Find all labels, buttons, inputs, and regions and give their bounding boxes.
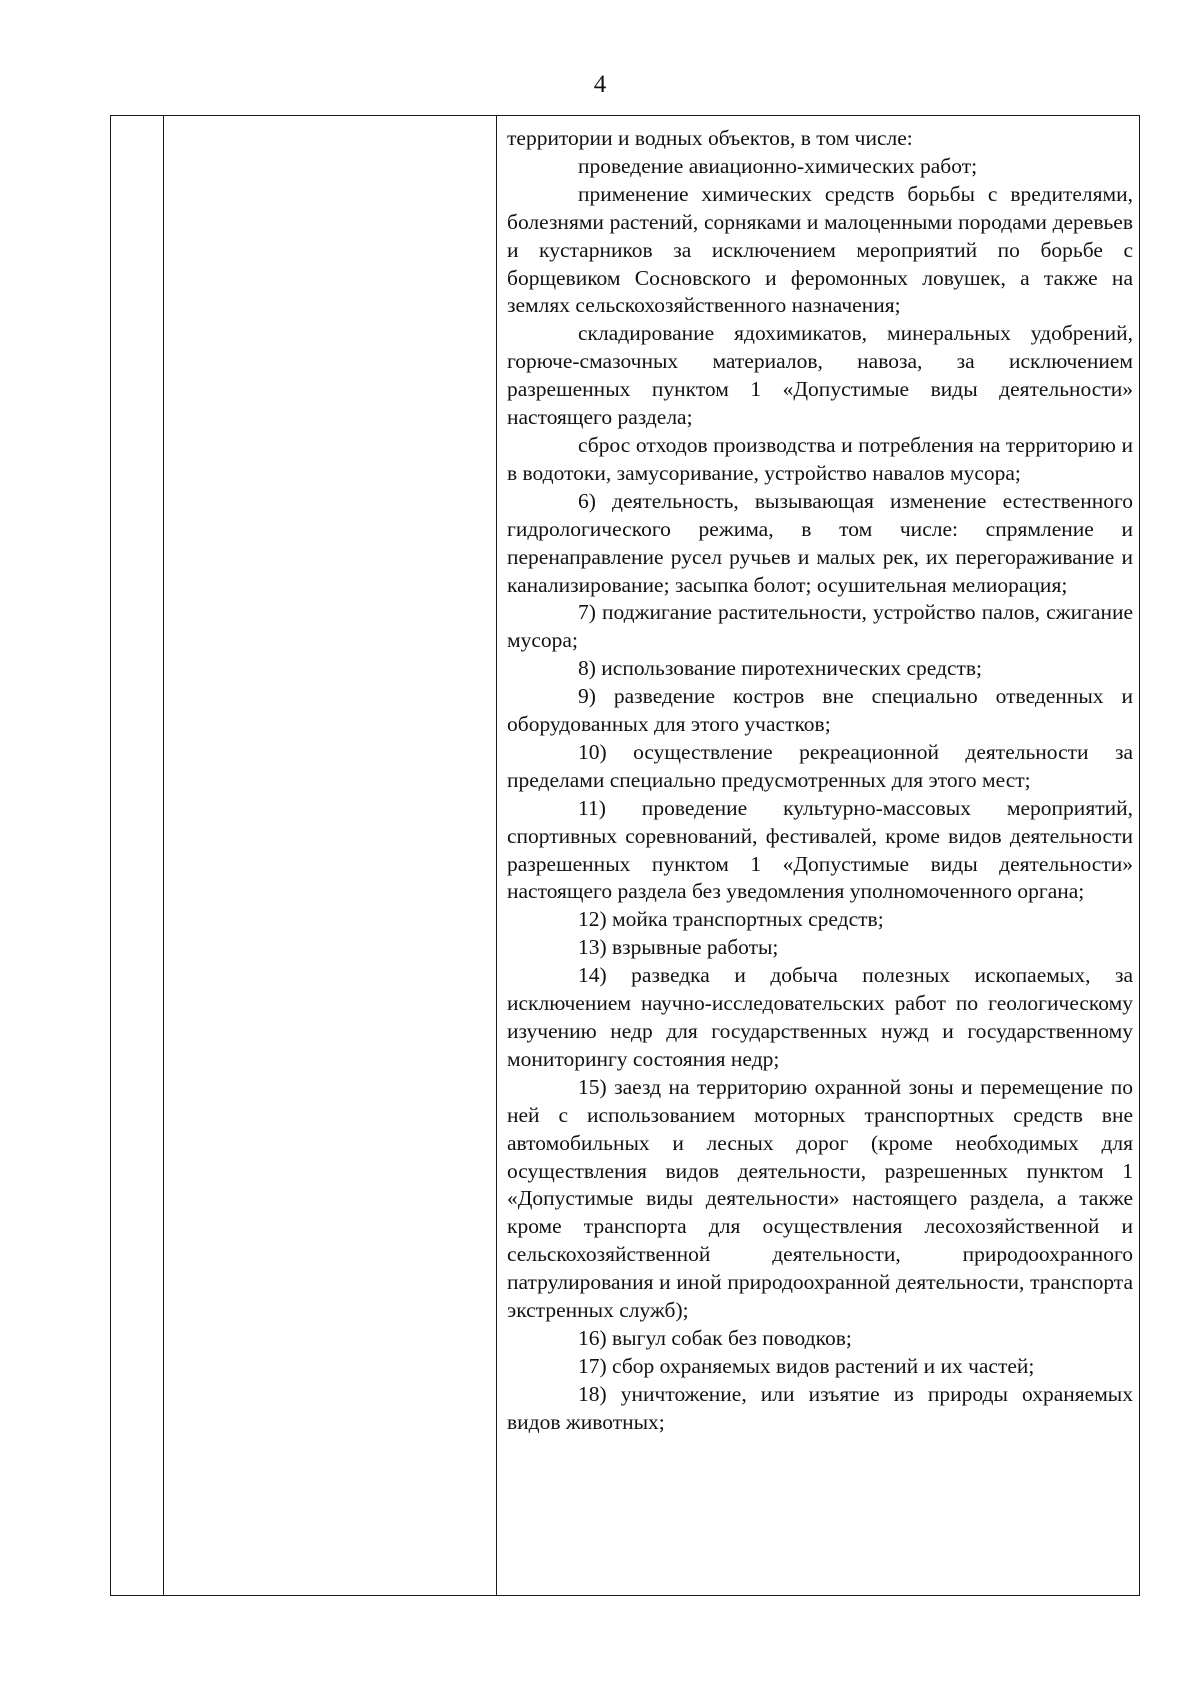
paragraph: 15) заезд на территорию охранной зоны и перемещение по ней с использованием моторных транспортных средств вне автомобильных и лесных дорог (кроме необходимых для осуществления видов деятельности, разрешенных пунктом 1 «Допустимые виды деятельности» настоящего раздела, а также кроме транспорта для осуществления лесохозяйственной и сельскохозяйственной деятельности, природоохранного патрулирования и иной природоохранной деятельности, транспорта экстренных служб);: [507, 1074, 1133, 1323]
table-column-divider: [163, 116, 164, 1595]
paragraph: 10) осуществление рекреационной деятельности за пределами специально предусмотренных для этого мест;: [507, 739, 1133, 792]
paragraph: сброс отходов производства и потребления на территорию и в водотоки, замусоривание, устройство навалов мусора;: [507, 432, 1133, 485]
paragraph: проведение авиационно-химических работ;: [578, 153, 978, 178]
document-table: [110, 115, 1140, 1596]
paragraph: территории и водных объектов, в том числе:: [507, 126, 913, 150]
table-column-divider: [496, 116, 497, 1595]
paragraph: 9) разведение костров вне специально отведенных и оборудованных для этого участков;: [507, 684, 1133, 737]
table-cell-text: [507, 125, 1133, 1437]
page-number: 4: [593, 71, 607, 98]
paragraph: применение химических средств борьбы с вредителями, болезнями растений, сорняками и малоценными породами деревьев и кустарников за исключением мероприятий по борьбе с борщевиком Сосновского и феромонных ловушек, а также на землях сельскохозяйственного назначения;: [507, 181, 1133, 318]
paragraph: 12) мойка транспортных средств;: [578, 907, 884, 932]
paragraph: 14) разведка и добыча полезных ископаемых, за исключением научно-исследовательских работ по геологическому изучению недр для государственных нужд и государственному мониторингу состояния недр;: [507, 963, 1133, 1071]
paragraph: 16) выгул собак без поводков;: [578, 1325, 852, 1350]
paragraph: 13) взрывные работы;: [578, 935, 779, 960]
paragraph: 6) деятельность, вызывающая изменение естественного гидрологического режима, в том числе: спрямление и перенаправление русел ручьев и малых рек, их перегораживание и канализирование; засыпка болот; осушительная мелиорация;: [507, 488, 1133, 597]
paragraph: 18) уничтожение, или изъятие из природы охраняемых видов животных;: [507, 1381, 1133, 1434]
paragraph: 11) проведение культурно-массовых мероприятий, спортивных соревнований, фестивалей, кроме видов деятельности разрешенных пунктом 1 «Допустимые виды деятельности» настоящего раздела без уведомления уполномоченного органа;: [507, 795, 1133, 904]
paragraph: складирование ядохимикатов, минеральных удобрений, горюче-смазочных материалов, навоза, за исключением разрешенных пунктом 1 «Допустимые виды деятельности» настоящего раздела;: [507, 321, 1133, 430]
paragraph: 17) сбор охраняемых видов растений и их частей;: [578, 1353, 1035, 1378]
paragraph: 8) использование пиротехнических средств;: [578, 656, 983, 681]
paragraph: 7) поджигание растительности, устройство палов, сжигание мусора;: [507, 600, 1133, 653]
